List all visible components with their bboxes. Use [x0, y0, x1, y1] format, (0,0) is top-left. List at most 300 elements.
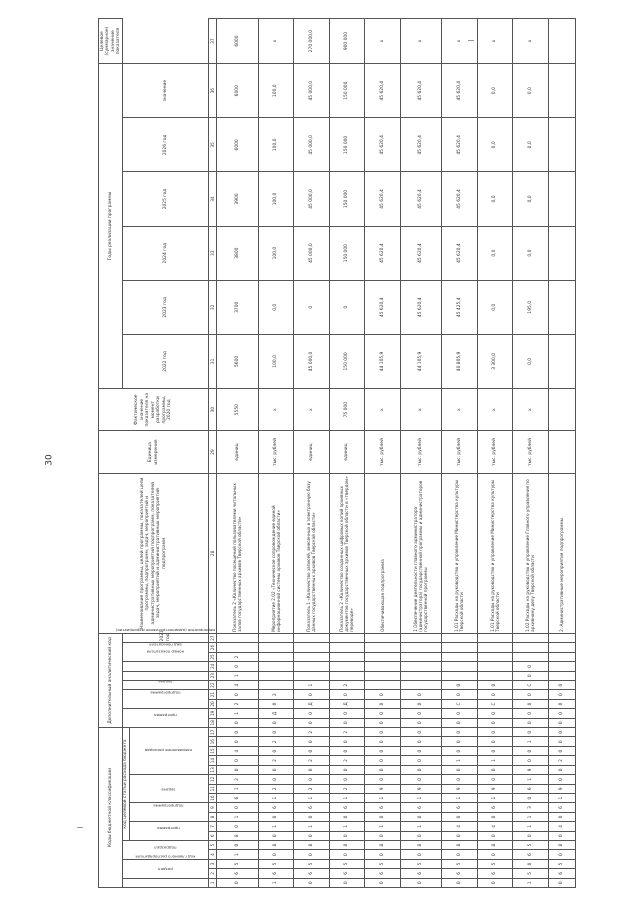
target-article-header: код целевой статьи расхода бюджета: [123, 727, 130, 840]
row-name: Мероприятие 2.02 «Техническое сопровождение единой информационной системы архивов Тверской области»: [258, 473, 293, 633]
row-2021: 5600: [217, 334, 259, 388]
code-digit: 1: [513, 822, 548, 831]
code-digit: 0: [442, 765, 477, 774]
row-2026: 150 000: [329, 64, 364, 118]
code-digit: 5: [477, 859, 512, 868]
row-2025: 45 620,4: [400, 118, 442, 172]
code-digit: [548, 671, 575, 680]
code-digit: 6: [442, 803, 477, 812]
code-digit: 0: [294, 746, 329, 755]
code-digit: 2: [329, 727, 364, 737]
row-2024: 45 620,4: [442, 172, 477, 226]
code-digit: Д: [329, 699, 364, 708]
code-digit: 0: [217, 878, 259, 887]
row-2023: 45 620,4: [400, 226, 442, 280]
row-2026: 100,0: [258, 64, 293, 118]
code-digit: 0: [294, 775, 329, 784]
code-digit: [442, 671, 477, 680]
row-2023: 0,0: [513, 226, 548, 280]
row-name: Показатель 2 «Количество посещений пользователями читальных залов государственных архивов Тверской области»: [217, 473, 259, 633]
code-digit: С: [513, 680, 548, 689]
code-digit: [548, 652, 575, 661]
row-name: Обеспечивающая подпрограмма: [365, 473, 400, 633]
code-digit: 0: [294, 718, 329, 727]
row-name: 1.02 Расходы на руководство и управление Главного управления по архивному делу Тверской области: [513, 473, 548, 633]
years-header: Годы реализации программы: [99, 64, 123, 389]
row-2021: 0,0: [513, 334, 548, 388]
code-digit: 0: [513, 793, 548, 802]
code-digit: 0: [294, 737, 329, 746]
head-subprogram: подпрограмма: [130, 803, 209, 822]
column-number: 20: [209, 699, 217, 708]
code-digit: [477, 633, 512, 643]
code-digit: 0: [548, 699, 575, 708]
row-2022: 45 620,4: [400, 280, 442, 334]
code-digit: 0: [442, 831, 477, 840]
code-digit: 0: [477, 718, 512, 727]
code-digit: 6: [294, 803, 329, 812]
row-2022: [548, 280, 575, 334]
code-digit: [329, 652, 364, 661]
code-digit: 1: [329, 822, 364, 831]
row-2026: 0,0: [477, 64, 512, 118]
code-digit: [365, 680, 400, 689]
code-digit: 0: [365, 699, 400, 708]
code-digit: 0: [365, 812, 400, 821]
column-number: 37: [209, 19, 217, 64]
code-digit: [329, 633, 364, 643]
code-digit: 6: [477, 803, 512, 812]
code-digit: 0: [477, 709, 512, 718]
code-digit: 1: [217, 812, 259, 821]
column-number: 27: [209, 633, 217, 643]
column-number: 19: [209, 709, 217, 718]
code-digit: [400, 652, 442, 661]
code-digit: 1: [513, 812, 548, 821]
code-digit: С: [442, 699, 477, 708]
code-digit: 8: [548, 840, 575, 849]
code-digit: 2: [217, 699, 259, 708]
code-digit: 0: [513, 709, 548, 718]
code-digit: 0: [217, 840, 259, 849]
row-2022: 0,0: [258, 280, 293, 334]
code-digit: 0: [548, 727, 575, 737]
column-number: 24: [209, 662, 217, 671]
code-digit: 0: [477, 765, 512, 774]
code-digit: [294, 633, 329, 643]
code-digit: [400, 680, 442, 689]
code-digit: 0: [365, 878, 400, 887]
row-fact: x: [442, 388, 477, 430]
code-digit: 0: [400, 690, 442, 699]
code-digit: 0: [400, 850, 442, 859]
year-2022-header: 2022 год: [123, 334, 209, 388]
code-digit: 0: [294, 878, 329, 887]
code-digit: [258, 680, 293, 689]
row-2025: [548, 118, 575, 172]
code-digit: 0: [442, 746, 477, 755]
table-row: [365, 19, 400, 888]
code-digit: 0: [400, 765, 442, 774]
code-digit: 9: [442, 784, 477, 793]
code-digit: 2: [294, 756, 329, 765]
code-digit: 1: [513, 775, 548, 784]
code-digit: [365, 633, 400, 643]
code-digit: [400, 633, 442, 643]
code-digit: 8: [217, 831, 259, 840]
code-digit: 0: [442, 878, 477, 887]
head-an-subprogram: подпрограмма: [123, 690, 209, 709]
column-number: 34: [209, 172, 217, 226]
code-digit: [400, 643, 442, 652]
code-digit: [294, 643, 329, 652]
code-digit: Д: [258, 709, 293, 718]
code-digit: 5: [217, 859, 259, 868]
table-row: [513, 19, 548, 888]
code-digit: 0: [442, 775, 477, 784]
code-digit: 8: [442, 840, 477, 849]
code-digit: 5: [294, 859, 329, 868]
code-digit: 2: [258, 737, 293, 746]
code-digit: 1: [258, 822, 293, 831]
row-2026: 0,0: [513, 64, 548, 118]
column-number: 15: [209, 746, 217, 755]
row-unit: [548, 431, 575, 473]
code-digit: 0: [477, 878, 512, 887]
row-2021: 44 105,9: [365, 334, 400, 388]
code-digit: 0: [442, 727, 477, 737]
code-digit: [548, 643, 575, 652]
row-2023: [548, 226, 575, 280]
code-digit: 0: [217, 822, 259, 831]
code-digit: [400, 662, 442, 671]
column-number: 36: [209, 64, 217, 118]
code-digit: [477, 643, 512, 652]
code-digit: [294, 662, 329, 671]
row-2024: 3900: [217, 172, 259, 226]
code-digit: [294, 652, 329, 661]
row-2024: [548, 172, 575, 226]
code-digit: 0: [477, 831, 512, 840]
row-2021: 44 105,9: [400, 334, 442, 388]
row-fact: x: [477, 388, 512, 430]
code-digit: 6: [329, 869, 364, 878]
code-digit: [548, 633, 575, 643]
column-number: 32: [209, 280, 217, 334]
head-an-task: задача: [123, 680, 209, 689]
code-digit: 8: [400, 840, 442, 849]
row-name: Показатель 2 «Количество созданных цифровых копий архивных документов государственных архивов Тверской области в «твердом» переводе»: [329, 473, 364, 633]
code-digit: 1: [217, 709, 259, 718]
code-digit: 0: [477, 850, 512, 859]
head-subsection: подраздел: [123, 840, 209, 859]
row-target: 6000: [217, 19, 259, 64]
row-2025: 0,0: [477, 118, 512, 172]
row-2026: 6000: [217, 64, 259, 118]
code-digit: 0: [513, 662, 548, 671]
code-digit: 0: [477, 746, 512, 755]
header-row-1: [99, 19, 123, 888]
code-digit: С: [477, 699, 512, 708]
code-digit: 0: [329, 737, 364, 746]
code-digit: 2: [217, 775, 259, 784]
column-number: 9: [209, 803, 217, 812]
row-2022: 45 425,4: [442, 280, 477, 334]
code-digit: 4: [217, 746, 259, 755]
code-digit: 6: [217, 793, 259, 802]
column-number: 26: [209, 643, 217, 652]
code-digit: 0: [365, 690, 400, 699]
code-digit: 0: [513, 746, 548, 755]
row-2024: 100,0: [258, 172, 293, 226]
code-digit: 0: [365, 718, 400, 727]
code-digit: [548, 662, 575, 671]
row-2021: 40 805,9: [442, 334, 477, 388]
row-2024: 150 000: [329, 172, 364, 226]
code-digit: 0: [294, 850, 329, 859]
row-2023: 45 000,0: [294, 226, 329, 280]
row-2025: 0,0: [513, 118, 548, 172]
code-digit: 0: [442, 812, 477, 821]
code-digit: [477, 652, 512, 661]
column-number: 22: [209, 680, 217, 689]
code-digit: 0: [217, 718, 259, 727]
code-digit: 0: [548, 878, 575, 887]
code-digit: [329, 662, 364, 671]
row-target: x: [477, 19, 512, 64]
row-2022: 0: [329, 280, 364, 334]
code-digit: 0: [513, 831, 548, 840]
code-digit: 0: [258, 831, 293, 840]
table-row: [217, 19, 259, 888]
code-digit: 0: [548, 709, 575, 718]
code-digit: 0: [258, 765, 293, 774]
year-2024-header: 2024 год: [123, 226, 209, 280]
column-number: 10: [209, 793, 217, 802]
code-digit: 1: [294, 793, 329, 802]
code-digit: 1: [477, 793, 512, 802]
row-target: 900 000: [329, 19, 364, 64]
code-digit: 5: [513, 869, 548, 878]
row-2021: 3 300,0: [477, 334, 512, 388]
table-body: [217, 19, 576, 888]
code-digit: 9: [548, 784, 575, 793]
code-digit: 0: [217, 756, 259, 765]
code-digit: 6: [365, 803, 400, 812]
year-2025-header: 2025 год: [123, 172, 209, 226]
code-digit: [365, 671, 400, 680]
code-digit: 1: [442, 793, 477, 802]
column-number: 31: [209, 334, 217, 388]
row-2022: 3700: [217, 280, 259, 334]
code-digit: 0: [365, 727, 400, 737]
row-2026: 45 620,4: [365, 64, 400, 118]
code-digit: 0: [400, 775, 442, 784]
code-digit: 8: [294, 840, 329, 849]
year-2026-header: 2026 год: [123, 118, 209, 172]
budget-code-header: Коды бюджетной классификации: [99, 727, 123, 887]
code-digit: [400, 671, 442, 680]
code-digit: 2: [548, 756, 575, 765]
head-an-num: номер показателя: [123, 662, 209, 671]
code-digit: 0: [329, 746, 364, 755]
code-digit: [442, 643, 477, 652]
code-digit: 1: [442, 756, 477, 765]
code-digit: 2: [258, 784, 293, 793]
head-kind: код главного распорядителя: [123, 878, 209, 887]
table-row: [400, 19, 442, 888]
code-digit: 0: [294, 831, 329, 840]
row-name: Показатель 1 «Количество записей, внесенных в электронную базу данных государственных архивов Тверской области»: [294, 473, 329, 633]
row-2023: 150 000: [329, 226, 364, 280]
code-digit: 0: [329, 765, 364, 774]
column-number: 14: [209, 756, 217, 765]
row-fact: x: [365, 388, 400, 430]
analytics-header: Дополнительный аналитический код: [99, 633, 123, 727]
code-digit: 0: [294, 812, 329, 821]
column-number: 30: [209, 388, 217, 430]
row-name: 1 Обеспечение деятельности главного администратора (администратора) государственной программы и администраторов государственной программы: [400, 473, 442, 633]
table-row: [294, 19, 329, 888]
row-2025: 150 000: [329, 118, 364, 172]
rotated-table-sheet: [98, 18, 576, 888]
code-digit: 0: [400, 878, 442, 887]
row-2022: 195,0: [513, 280, 548, 334]
head-an-kind: вид показателя: [123, 643, 209, 662]
code-digit: 1: [294, 822, 329, 831]
row-unit: тыс. рублей: [400, 431, 442, 473]
row-unit: тыс. рублей: [513, 431, 548, 473]
column-number: 12: [209, 775, 217, 784]
code-digit: 0: [365, 765, 400, 774]
row-2026: [548, 64, 575, 118]
code-digit: 0: [548, 850, 575, 859]
code-digit: 1: [365, 793, 400, 802]
row-fact: 5550: [217, 388, 259, 430]
code-digit: 6: [329, 803, 364, 812]
row-fact: x: [258, 388, 293, 430]
code-digit: 4: [217, 680, 259, 689]
head-direction: направление расходов: [130, 727, 209, 774]
code-digit: 0: [365, 709, 400, 718]
column-number: 29: [209, 431, 217, 473]
column-number: 13: [209, 765, 217, 774]
code-digit: 0: [513, 859, 548, 868]
code-digit: 6: [548, 869, 575, 878]
row-name: 1.01 Расходы на руководство и управление Министерства культуры Тверской области: [477, 473, 512, 633]
code-digit: 0: [442, 737, 477, 746]
code-digit: 2: [294, 727, 329, 737]
code-digit: 0: [294, 709, 329, 718]
code-digit: 5: [329, 859, 364, 868]
row-2023: 3800: [217, 226, 259, 280]
row-2023: 45 620,4: [365, 226, 400, 280]
unit-header: Единица измерения: [99, 431, 209, 473]
row-2024: 45 620,4: [400, 172, 442, 226]
code-digit: [477, 662, 512, 671]
row-2021: 150 000: [329, 334, 364, 388]
row-2024: 45 000,0: [294, 172, 329, 226]
row-2025: 45 620,4: [365, 118, 400, 172]
code-digit: 2: [329, 784, 364, 793]
code-digit: 1: [329, 793, 364, 802]
table-row: [477, 19, 512, 888]
code-digit: 0: [548, 775, 575, 784]
table-row: [329, 19, 364, 888]
row-2023: 45 620,4: [442, 226, 477, 280]
code-digit: 1: [217, 784, 259, 793]
code-digit: 4: [548, 822, 575, 831]
column-number: 11: [209, 784, 217, 793]
code-digit: 0: [217, 803, 259, 812]
code-digit: 0: [258, 812, 293, 821]
row-2022: 0: [294, 280, 329, 334]
code-digit: 2: [329, 680, 364, 689]
code-digit: 0: [329, 878, 364, 887]
code-digit: 1: [258, 878, 293, 887]
code-digit: 0: [513, 699, 548, 708]
head-an-program: программа: [123, 709, 209, 728]
code-digit: 6: [477, 869, 512, 878]
row-unit: тыс. рублей: [442, 431, 477, 473]
row-target: x: [258, 19, 293, 64]
row-unit: тыс. рублей: [365, 431, 400, 473]
code-digit: [442, 633, 477, 643]
code-digit: 0: [365, 831, 400, 840]
code-digit: 0: [329, 709, 364, 718]
code-digit: 2: [258, 756, 293, 765]
code-digit: [294, 671, 329, 680]
code-digit: 9: [365, 784, 400, 793]
code-digit: 6: [548, 803, 575, 812]
code-digit: 5: [365, 859, 400, 868]
code-digit: [513, 652, 548, 661]
row-unit: единиц: [329, 431, 364, 473]
code-digit: 5: [548, 859, 575, 868]
code-digit: 0: [217, 662, 259, 671]
row-target: x: [442, 19, 477, 64]
code-digit: 4: [442, 822, 477, 831]
row-2024: 0,0: [477, 172, 512, 226]
code-digit: 6: [513, 850, 548, 859]
code-digit: 0: [477, 775, 512, 784]
code-digit: 0: [258, 699, 293, 708]
row-2026: 45 620,4: [442, 64, 477, 118]
code-digit: 1: [400, 793, 442, 802]
row-unit: единиц: [294, 431, 329, 473]
code-digit: 0: [513, 718, 548, 727]
year-2021-header: 2021 год: [123, 633, 209, 643]
code-digit: 1: [294, 680, 329, 689]
code-digit: 8: [329, 840, 364, 849]
code-digit: [258, 652, 293, 661]
code-digit: 0: [513, 756, 548, 765]
code-digit: 0: [217, 765, 259, 774]
row-2025: 100,0: [258, 118, 293, 172]
table-row: [258, 19, 293, 888]
code-digit: 1: [258, 793, 293, 802]
row-2025: 45 000,0: [294, 118, 329, 172]
code-digit: 9: [400, 784, 442, 793]
code-digit: 0: [258, 727, 293, 737]
code-digit: 0: [548, 680, 575, 689]
code-digit: 0: [329, 718, 364, 727]
code-digit: 5: [513, 840, 548, 849]
column-number: 18: [209, 718, 217, 727]
code-digit: 0: [400, 737, 442, 746]
code-digit: 0: [548, 746, 575, 755]
code-digit: [329, 643, 364, 652]
